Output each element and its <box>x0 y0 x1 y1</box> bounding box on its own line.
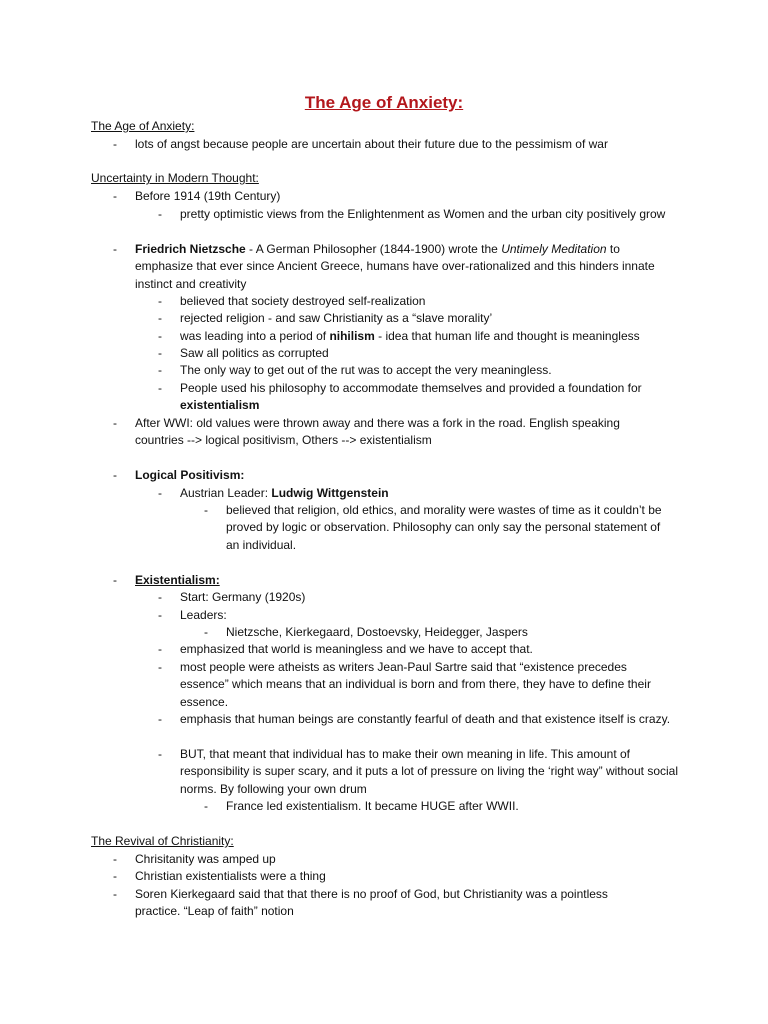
nietzsche-name: Friedrich Nietzsche <box>135 242 246 256</box>
book-title: Untimely Meditation <box>501 242 607 256</box>
section-heading-age-of-anxiety: The Age of Anxiety: <box>91 119 195 133</box>
section-heading-uncertainty: Uncertainty in Modern Thought: <box>91 171 259 185</box>
section-heading-revival: The Revival of Christianity: <box>91 834 234 848</box>
page-title: The Age of Anxiety: <box>304 93 464 112</box>
document-page: The Age of Anxiety: The Age of Anxiety: - lots of angst because people are uncertain about their future due to the pessimism of war Uncertainty in Modern Thought: - Before 1914 (19th Century) - pretty optimistic views from the Enlightenment as Women and the urban city positively grow - Friedrich Nietzsche - A German Philosopher (1844-1900) wrote the Untimely Meditation to emphasize that ever since Ancient Greece, humans have over-rationalized and this hinders innate instinct and creativity - believed that society destroyed self-realization - rejected religion - and saw Christianity as a “slave morality’ - was leading into a period of nihilism - idea that human life and thought is meaningless - Saw all politics as corrupted - The only way to get out of the rut was to accept the very meaningless. - People used his philosophy to accommodate themselves and provided a foundation for existentialism - After WWI: old values were thrown away and there was a fork in the road. English speaking countries --> logical positivism, Others --> existentialism - Logical Positivism: - Austrian Leader: Ludwig Wittgenstein - believed that religion, old ethics, and morality were wastes of time as it couldn’t be proved by logic or observation. Philosophy can only say the personal statement of an individual. - Existentialism: - Start: Germany (1920s) - Leaders: - Nietzsche, Kierkegaard, Dostoevsky, Heidegger, Jaspers - emphasized that world is meaningless and we have to accept that. - most people were atheists as writers Jean-Paul Sartre said that “existence precedes essence” which means that an individual is born and from there, they have to define their essence. - emphasis that human beings are constantly fearful of death and that existence itself is crazy. - BUT, that meant that individual has to make their own meaning in life. This amount of responsibility is super scary, and it puts a lot of pressure on living the ‘right way” without social norms. By following your own drum - France led existentialism. It became HUGE after WWII. The Revival of Christianity: - Chrisitanity was amped up - Christian existentialists were a thing - Soren Kierkegaard said that that there is no proof of God, but Christianity was a pointless practice. “Leap of faith” notion <box>0 0 768 1024</box>
